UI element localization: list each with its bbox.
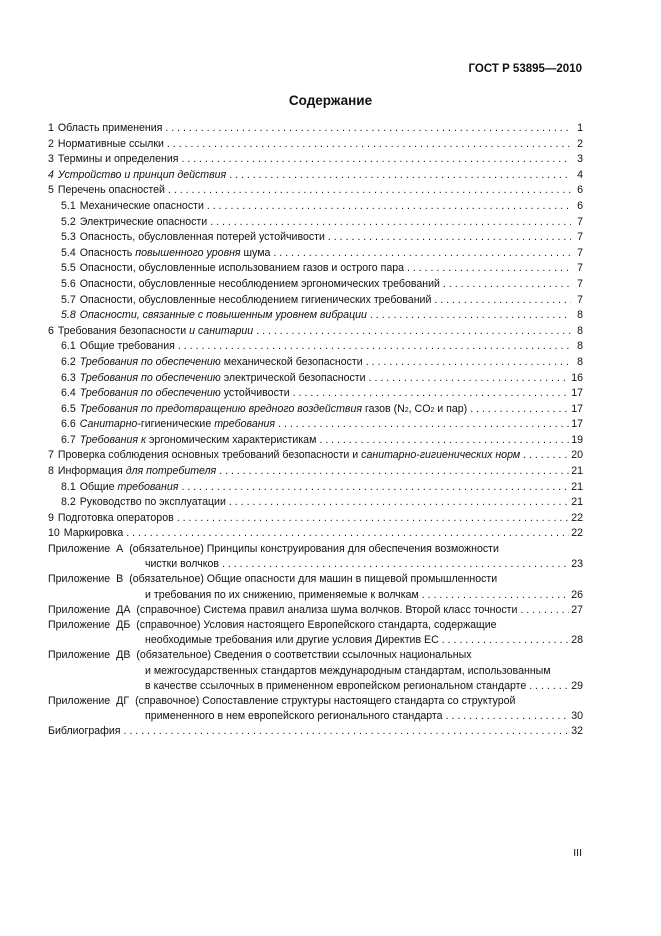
toc-entry-5-1[interactable]: 5.1 Механические опасности . . . 6 (48, 199, 583, 215)
toc-entry-6-1[interactable]: 6.1 Общие требования . . . 8 (48, 339, 583, 355)
toc-entry-5-6[interactable]: 5.6 Опасности, обусловленные несоблюдением эргономических требований . . . 7 (48, 277, 583, 293)
toc-entry-7[interactable]: 7 Проверка соблюдения основных требований безопасности и санитарно-гигиенических норм . . . 20 (48, 448, 583, 464)
toc-entry-8-1[interactable]: 8.1 Общие требования . . . 21 (48, 480, 583, 496)
toc-entry-1[interactable]: 1 Область применения . . . 1 (48, 121, 583, 137)
toc-entry-5-8[interactable]: 5.8 Опасности, связанные с повышенным уровнем вибрации . . . 8 (48, 308, 583, 324)
toc-entry-5-5[interactable]: 5.5 Опасности, обусловленные использованием газов и острого пара . . . 7 (48, 261, 583, 277)
toc-bibliography[interactable]: Библиография . . . 32 (48, 724, 583, 740)
toc-entry-6-2[interactable]: 6.2 Требования по обеспечению механической безопасности . . . 8 (48, 355, 583, 371)
toc-entry-6-4[interactable]: 6.4 Требования по обеспечению устойчивости . . . 17 (48, 386, 583, 402)
toc-entry-8[interactable]: 8 Информация для потребителя . . . 21 (48, 464, 583, 480)
page-title: Содержание (288, 93, 373, 108)
page-number: III (573, 847, 582, 859)
toc-entry-3[interactable]: 3 Термины и определения . . . 3 (48, 152, 583, 168)
toc-entry-6-6[interactable]: 6.6 Санитарно -гигиенические требования . . . 17 (48, 417, 583, 433)
toc-appendix-b[interactable]: Приложение В (обязательное) Общие опасности для машин в пищевой промышленности и требования по их снижению, применяемые к волчкам . . . 26 (48, 572, 583, 602)
toc-entry-4[interactable]: 4 Устройство и принцип действия . . . 4 (48, 168, 583, 184)
toc-entry-6[interactable]: 6 Требования безопасности и санитарии . . . 8 (48, 324, 583, 340)
toc-entry-6-7[interactable]: 6.7 Требования к эргономическим характеристикам . . . 19 (48, 433, 583, 449)
toc-appendix-a[interactable]: Приложение А (обязательное) Принципы конструирования для обеспечения возможности чистки волчков . . . 23 (48, 542, 583, 572)
toc-appendix-da[interactable]: Приложение ДА (справочное) Система правил анализа шума волчков. Второй класс точности . . . 27 (48, 603, 583, 618)
toc-entry-8-2[interactable]: 8.2 Руководство по эксплуатации . . . 21 (48, 495, 583, 511)
toc-entry-2[interactable]: 2 Нормативные ссылки . . . 2 (48, 137, 583, 153)
toc-appendix-db[interactable]: Приложение ДБ (справочное) Условия настоящего Европейского стандарта, содержащие необходимые требования или другие условия Директив ЕС . . . 28 (48, 618, 583, 648)
toc-appendix-dg[interactable]: Приложение ДГ (справочное) Сопоставление структуры настоящего стандарта со структурой примененного в нем европейского регионального стандарта . . . 30 (48, 694, 583, 724)
toc-entry-5-3[interactable]: 5.3 Опасность, обусловленная потерей устойчивости . . . 7 (48, 230, 583, 246)
toc-entry-5[interactable]: 5 Перечень опасностей . . . 6 (48, 183, 583, 199)
toc-entry-9[interactable]: 9 Подготовка операторов . . . 22 (48, 511, 583, 527)
toc-entry-6-5[interactable]: 6.5 Требования по предотвращению вредного воздействия газов (N 2 , CO 2 и пар) . . . 17 (48, 402, 583, 418)
toc-entry-5-7[interactable]: 5.7 Опасности, обусловленные несоблюдением гигиенических требований . . . 7 (48, 293, 583, 309)
toc-entry-6-3[interactable]: 6.3 Требования по обеспечению электрической безопасности . . . 16 (48, 371, 583, 387)
document-code: ГОСТ Р 53895—2010 (468, 63, 582, 75)
toc-entry-5-2[interactable]: 5.2 Электрические опасности . . . 7 (48, 215, 583, 231)
table-of-contents (48, 121, 583, 740)
toc-entry-10[interactable]: 10 Маркировка . . . 22 (48, 526, 583, 542)
toc-appendix-dv[interactable]: Приложение ДВ (обязательное) Сведения о соответствии ссылочных национальных и межгосударственных стандартов международным стандартам, использованным в качестве ссылочных в примененном европейском региональном стандарте . . . 29 (48, 648, 583, 694)
toc-entry-5-4[interactable]: 5.4 Опасность повышенного уровня шума . . . 7 (48, 246, 583, 262)
